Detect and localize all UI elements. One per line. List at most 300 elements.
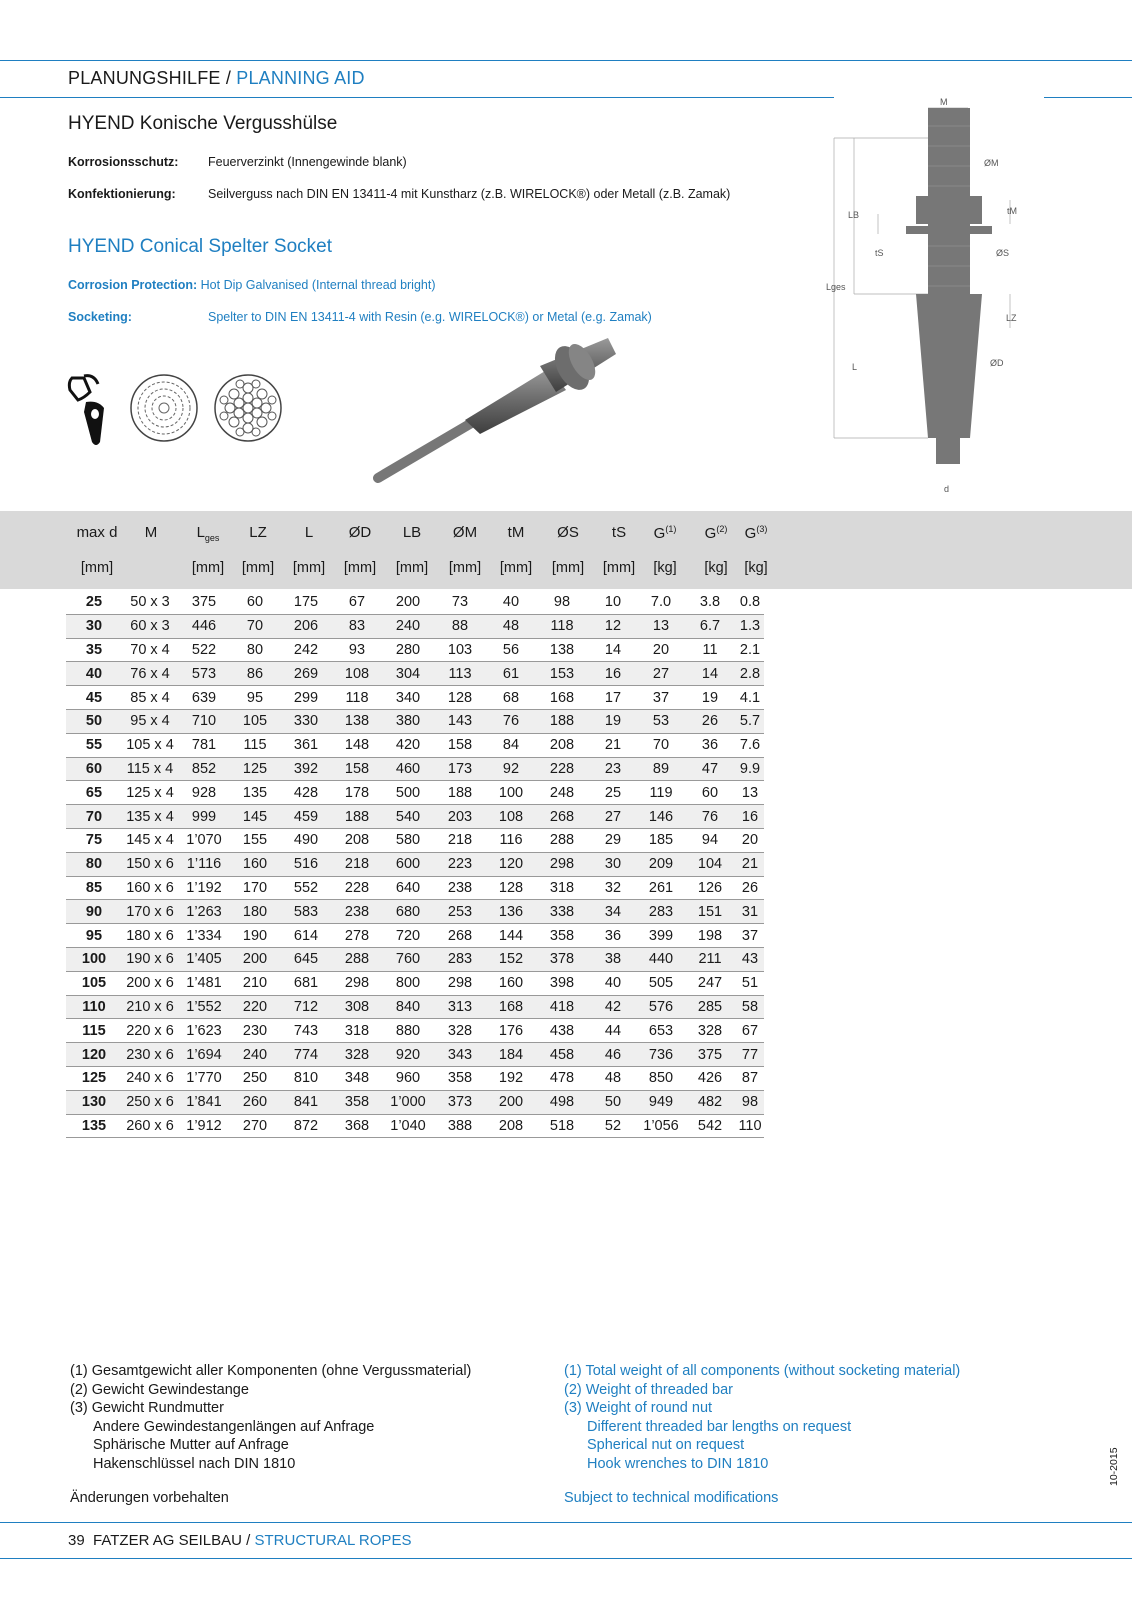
row-max-d: 110 — [66, 995, 122, 1019]
table-cell: 418 — [536, 995, 588, 1019]
header-cell: tM — [507, 524, 525, 541]
table-cell: 760 — [382, 947, 434, 971]
table-cell: 248 — [536, 781, 588, 805]
table-cell: 238 — [434, 876, 486, 900]
top-rule — [0, 60, 1132, 61]
table-cell: 26 — [736, 876, 764, 900]
table-cell: 108 — [332, 662, 382, 686]
row-max-d: 105 — [66, 971, 122, 995]
table-cell: 238 — [332, 900, 382, 924]
table-row — [66, 733, 764, 757]
table-row — [66, 924, 764, 948]
row-max-d: 130 — [66, 1090, 122, 1114]
table-cell: 228 — [332, 876, 382, 900]
table-cell: 247 — [684, 971, 736, 995]
table-cell: 260 x 6 — [122, 1114, 178, 1138]
table-cell: 1’694 — [178, 1043, 230, 1067]
table-cell: 1’841 — [178, 1090, 230, 1114]
table-cell: 25 — [588, 781, 638, 805]
table-cell: 446 — [178, 614, 230, 638]
table-cell: 126 — [684, 876, 736, 900]
table-cell: 250 — [230, 1066, 280, 1090]
table-cell: 774 — [280, 1043, 332, 1067]
table-cell: 1’623 — [178, 1019, 230, 1043]
svg-text:tM: tM — [1007, 206, 1017, 216]
header-title-en: PLANNING AID — [236, 68, 365, 88]
table-row — [66, 781, 764, 805]
header-cell: ØM — [452, 524, 478, 541]
table-cell: 2.8 — [736, 662, 764, 686]
table-cell: 180 — [230, 900, 280, 924]
row-max-d: 135 — [66, 1114, 122, 1138]
table-cell: 500 — [382, 781, 434, 805]
table-row — [66, 805, 764, 829]
table-cell: 459 — [280, 805, 332, 829]
table-cell: 42 — [588, 995, 638, 1019]
table-cell: 850 — [638, 1066, 684, 1090]
table-cell: 67 — [332, 591, 382, 614]
table-cell: 27 — [588, 805, 638, 829]
table-cell: 3.8 — [684, 591, 736, 614]
dimensions-table — [66, 591, 764, 1138]
table-cell: 92 — [486, 757, 536, 781]
table-cell: 168 — [486, 995, 536, 1019]
table-cell: 93 — [332, 638, 382, 662]
table-cell: 115 x 4 — [122, 757, 178, 781]
svg-text:LB: LB — [848, 210, 860, 220]
table-cell: 872 — [280, 1114, 332, 1138]
table-cell: 118 — [536, 614, 588, 638]
table-cell: 458 — [536, 1043, 588, 1067]
spec-row-socketing-de: Konfektionierung: Seilverguss nach DIN EN 13411-4 mit Kunstharz (z.B. WIRELOCK®) oder Metall (z.B. Zamak) — [68, 187, 731, 201]
table-cell: 490 — [280, 828, 332, 852]
table-cell: 138 — [332, 709, 382, 733]
table-cell: 116 — [486, 828, 536, 852]
table-cell: 1’912 — [178, 1114, 230, 1138]
footnotes-de: (1) Gesamtgewicht aller Komponenten (ohne Vergussmaterial) (2) Gewicht Gewindestange (3) Gewicht Rundmutter Andere Gewindestangenlängen auf Anfrage Sphärische Mutter auf Anfrage Hakenschlüssel nach DIN 1810 — [70, 1363, 472, 1472]
table-cell: 653 — [638, 1019, 684, 1043]
table-cell: 505 — [638, 971, 684, 995]
strand-cross-section-icon — [212, 372, 284, 444]
row-max-d: 85 — [66, 876, 122, 900]
table-cell: 388 — [434, 1114, 486, 1138]
table-cell: 298 — [434, 971, 486, 995]
table-cell: 40 — [486, 591, 536, 614]
table-cell: 810 — [280, 1066, 332, 1090]
table-cell: 288 — [536, 828, 588, 852]
table-cell: 573 — [178, 662, 230, 686]
table-cell: 160 x 6 — [122, 876, 178, 900]
header-unit: [mm] — [499, 560, 533, 576]
row-max-d: 65 — [66, 781, 122, 805]
table-cell: 920 — [382, 1043, 434, 1067]
table-row — [66, 1043, 764, 1067]
table-cell: 188 — [434, 781, 486, 805]
table-cell: 105 x 4 — [122, 733, 178, 757]
table-cell: 208 — [332, 828, 382, 852]
footer-rule-top — [0, 1522, 1132, 1523]
table-cell: 240 — [382, 614, 434, 638]
header-cell: L — [304, 524, 314, 541]
table-cell: 198 — [684, 924, 736, 948]
table-cell: 148 — [332, 733, 382, 757]
table-cell: 47 — [684, 757, 736, 781]
table-cell: 192 — [486, 1066, 536, 1090]
table-cell: 206 — [280, 614, 332, 638]
company-name: FATZER AG SEILBAU — [93, 1532, 242, 1549]
table-cell: 1’405 — [178, 947, 230, 971]
table-cell: 200 x 6 — [122, 971, 178, 995]
table-cell: 48 — [588, 1066, 638, 1090]
table-cell: 1’334 — [178, 924, 230, 948]
table-cell: 1’552 — [178, 995, 230, 1019]
svg-text:L: L — [852, 362, 858, 372]
table-cell: 1’000 — [382, 1090, 434, 1114]
table-cell: 110 — [736, 1114, 764, 1138]
table-cell: 60 — [684, 781, 736, 805]
table-cell: 170 x 6 — [122, 900, 178, 924]
table-cell: 253 — [434, 900, 486, 924]
svg-text:Lges: Lges — [826, 282, 846, 292]
table-cell: 83 — [332, 614, 382, 638]
table-cell: 13 — [638, 614, 684, 638]
table-cell: 152 — [486, 947, 536, 971]
row-max-d: 30 — [66, 614, 122, 638]
header-unit: [mm] — [395, 560, 429, 576]
table-cell: 1’056 — [638, 1114, 684, 1138]
table-row — [66, 709, 764, 733]
table-row — [66, 828, 764, 852]
row-max-d: 100 — [66, 947, 122, 971]
table-cell: 135 — [230, 781, 280, 805]
table-cell: 150 x 6 — [122, 852, 178, 876]
table-cell: 1’192 — [178, 876, 230, 900]
table-cell: 1’070 — [178, 828, 230, 852]
page-number: 39 — [68, 1532, 85, 1549]
table-cell: 188 — [332, 805, 382, 829]
header-title-de: PLANUNGSHILFE — [68, 68, 221, 88]
table-cell: 210 x 6 — [122, 995, 178, 1019]
company-tagline: STRUCTURAL ROPES — [254, 1532, 412, 1549]
table-cell: 61 — [486, 662, 536, 686]
table-cell: 146 — [638, 805, 684, 829]
table-cell: 16 — [588, 662, 638, 686]
header-cell: LB — [402, 524, 422, 541]
table-cell: 37 — [638, 686, 684, 710]
table-cell: 328 — [684, 1019, 736, 1043]
table-cell: 478 — [536, 1066, 588, 1090]
table-cell: 712 — [280, 995, 332, 1019]
table-row — [66, 995, 764, 1019]
svg-text:tS: tS — [875, 248, 884, 258]
header-cell: $G^{(3)}$ — [744, 524, 768, 542]
table-cell: 4.1 — [736, 686, 764, 710]
table-row — [66, 1019, 764, 1043]
table-cell: 200 — [382, 591, 434, 614]
table-cell: 37 — [736, 924, 764, 948]
svg-text:d: d — [944, 484, 950, 494]
table-cell: 34 — [588, 900, 638, 924]
table-cell: 176 — [486, 1019, 536, 1043]
table-cell: 328 — [332, 1043, 382, 1067]
table-cell: 375 — [178, 591, 230, 614]
table-cell: 852 — [178, 757, 230, 781]
table-cell: 720 — [382, 924, 434, 948]
table-cell: 136 — [486, 900, 536, 924]
table-cell: 428 — [280, 781, 332, 805]
table-cell: 95 — [230, 686, 280, 710]
row-max-d: 50 — [66, 709, 122, 733]
table-row — [66, 1066, 764, 1090]
table-row — [66, 757, 764, 781]
table-cell: 781 — [178, 733, 230, 757]
header-unit: [mm] — [602, 560, 636, 576]
date-code: 10-2015 — [1108, 1447, 1120, 1486]
header-cell: $G^{(1)}$ — [653, 524, 677, 542]
table-cell: 841 — [280, 1090, 332, 1114]
table-cell: 220 — [230, 995, 280, 1019]
table-cell: 20 — [736, 828, 764, 852]
table-cell: 420 — [382, 733, 434, 757]
svg-text:LZ: LZ — [1006, 313, 1017, 323]
table-cell: 358 — [536, 924, 588, 948]
row-max-d: 45 — [66, 686, 122, 710]
table-cell: 2.1 — [736, 638, 764, 662]
table-cell: 138 — [536, 638, 588, 662]
table-cell: 153 — [536, 662, 588, 686]
table-cell: 98 — [736, 1090, 764, 1114]
table-cell: 5.7 — [736, 709, 764, 733]
row-max-d: 80 — [66, 852, 122, 876]
table-cell: 58 — [736, 995, 764, 1019]
table-cell: 200 — [486, 1090, 536, 1114]
table-cell: 522 — [178, 638, 230, 662]
table-cell: 14 — [684, 662, 736, 686]
table-cell: 268 — [536, 805, 588, 829]
header-unit: [mm] — [448, 560, 482, 576]
table-cell: 880 — [382, 1019, 434, 1043]
table-cell: 77 — [736, 1043, 764, 1067]
table-cell: 175 — [280, 591, 332, 614]
table-cell: 516 — [280, 852, 332, 876]
table-cell: 1.3 — [736, 614, 764, 638]
table-cell: 118 — [332, 686, 382, 710]
table-cell: 32 — [588, 876, 638, 900]
row-max-d: 115 — [66, 1019, 122, 1043]
table-cell: 426 — [684, 1066, 736, 1090]
table-cell: 60 — [230, 591, 280, 614]
table-cell: 108 — [486, 805, 536, 829]
table-cell: 143 — [434, 709, 486, 733]
page-footer: 39 FATZER AG SEILBAU / STRUCTURAL ROPES — [68, 1532, 412, 1549]
header-unit: [mm] — [551, 560, 585, 576]
table-cell: 88 — [434, 614, 486, 638]
table-cell: 48 — [486, 614, 536, 638]
table-cell: 283 — [434, 947, 486, 971]
header-unit: [mm] — [80, 560, 114, 576]
table-cell: 10 — [588, 591, 638, 614]
table-cell: 50 x 3 — [122, 591, 178, 614]
table-cell: 208 — [536, 733, 588, 757]
table-cell: 9.9 — [736, 757, 764, 781]
table-cell: 178 — [332, 781, 382, 805]
table-cell: 12 — [588, 614, 638, 638]
row-max-d: 125 — [66, 1066, 122, 1090]
table-cell: 600 — [382, 852, 434, 876]
table-cell: 190 — [230, 924, 280, 948]
table-cell: 328 — [434, 1019, 486, 1043]
table-cell: 70 — [638, 733, 684, 757]
table-cell: 218 — [434, 828, 486, 852]
table-cell: 278 — [332, 924, 382, 948]
header-cell: M — [144, 524, 158, 541]
header-unit: [mm] — [343, 560, 377, 576]
table-cell: 6.7 — [684, 614, 736, 638]
table-cell: 361 — [280, 733, 332, 757]
table-cell: 576 — [638, 995, 684, 1019]
table-cell: 230 x 6 — [122, 1043, 178, 1067]
table-cell: 269 — [280, 662, 332, 686]
table-cell: 840 — [382, 995, 434, 1019]
table-cell: 540 — [382, 805, 434, 829]
table-cell: 30 — [588, 852, 638, 876]
section-title-en: HYEND Conical Spelter Socket — [68, 236, 332, 257]
table-cell: 53 — [638, 709, 684, 733]
table-cell: 304 — [382, 662, 434, 686]
table-cell: 800 — [382, 971, 434, 995]
table-cell: 36 — [588, 924, 638, 948]
table-cell: 145 — [230, 805, 280, 829]
table-cell: 209 — [638, 852, 684, 876]
table-cell: 16 — [736, 805, 764, 829]
table-cell: 190 x 6 — [122, 947, 178, 971]
header-unit: [mm] — [241, 560, 275, 576]
table-cell: 498 — [536, 1090, 588, 1114]
table-cell: 26 — [684, 709, 736, 733]
table-cell: 308 — [332, 995, 382, 1019]
table-cell: 60 x 3 — [122, 614, 178, 638]
table-cell: 105 — [230, 709, 280, 733]
row-max-d: 55 — [66, 733, 122, 757]
table-cell: 27 — [638, 662, 684, 686]
row-max-d: 40 — [66, 662, 122, 686]
table-cell: 19 — [588, 709, 638, 733]
table-cell: 14 — [588, 638, 638, 662]
table-cell: 482 — [684, 1090, 736, 1114]
table-cell: 120 — [486, 852, 536, 876]
socket-product-image — [370, 330, 640, 490]
header-cell: tS — [611, 524, 627, 541]
table-cell: 378 — [536, 947, 588, 971]
header-unit: [mm] — [292, 560, 326, 576]
table-cell: 135 x 4 — [122, 805, 178, 829]
table-row — [66, 971, 764, 995]
table-cell: 1’263 — [178, 900, 230, 924]
table-cell: 260 — [230, 1090, 280, 1114]
table-cell: 583 — [280, 900, 332, 924]
table-cell: 158 — [332, 757, 382, 781]
table-cell: 76 — [684, 805, 736, 829]
table-cell: 240 — [230, 1043, 280, 1067]
table-cell: 392 — [280, 757, 332, 781]
table-cell: 13 — [736, 781, 764, 805]
table-cell: 87 — [736, 1066, 764, 1090]
svg-text:M: M — [940, 97, 948, 107]
table-row — [66, 662, 764, 686]
table-cell: 203 — [434, 805, 486, 829]
table-cell: 1’770 — [178, 1066, 230, 1090]
header-unit: [mm] — [191, 560, 225, 576]
table-cell: 160 — [230, 852, 280, 876]
header-unit: [kg] — [744, 560, 768, 576]
table-cell: 298 — [332, 971, 382, 995]
table-cell: 999 — [178, 805, 230, 829]
row-max-d: 25 — [66, 591, 122, 614]
table-cell: 580 — [382, 828, 434, 852]
table-cell: 44 — [588, 1019, 638, 1043]
header-cell: $L_{ges}$ — [196, 524, 220, 543]
table-cell: 211 — [684, 947, 736, 971]
table-cell: 125 x 4 — [122, 781, 178, 805]
table-cell: 94 — [684, 828, 736, 852]
table-cell: 518 — [536, 1114, 588, 1138]
row-max-d: 90 — [66, 900, 122, 924]
table-cell: 218 — [332, 852, 382, 876]
table-cell: 185 — [638, 828, 684, 852]
spec-row-corrosion-de: Korrosionsschutz: Feuerverzinkt (Innengewinde blank) — [68, 155, 407, 169]
row-max-d: 95 — [66, 924, 122, 948]
svg-text:ØM: ØM — [984, 158, 999, 168]
table-row — [66, 638, 764, 662]
table-cell: 928 — [178, 781, 230, 805]
table-cell: 743 — [280, 1019, 332, 1043]
table-cell: 144 — [486, 924, 536, 948]
table-cell: 270 — [230, 1114, 280, 1138]
table-row — [66, 686, 764, 710]
table-cell: 158 — [434, 733, 486, 757]
table-cell: 960 — [382, 1066, 434, 1090]
table-cell: 220 x 6 — [122, 1019, 178, 1043]
table-cell: 113 — [434, 662, 486, 686]
header-unit: [kg] — [653, 560, 677, 576]
disclaimer-de: Änderungen vorbehalten — [70, 1490, 229, 1506]
table-cell: 173 — [434, 757, 486, 781]
table-cell: 299 — [280, 686, 332, 710]
table-cell: 283 — [638, 900, 684, 924]
table-cell: 681 — [280, 971, 332, 995]
table-cell: 200 — [230, 947, 280, 971]
table-cell: 375 — [684, 1043, 736, 1067]
table-cell: 614 — [280, 924, 332, 948]
dimension-drawing — [820, 96, 1040, 506]
table-cell: 288 — [332, 947, 382, 971]
table-cell: 348 — [332, 1066, 382, 1090]
spec-row-corrosion-en: Corrosion Protection: Hot Dip Galvanised (Internal thread bright) — [68, 278, 436, 292]
table-row — [66, 900, 764, 924]
footer-rule-bottom — [0, 1558, 1132, 1559]
table-cell: 40 — [588, 971, 638, 995]
table-cell: 640 — [382, 876, 434, 900]
table-cell: 645 — [280, 947, 332, 971]
table-cell: 151 — [684, 900, 736, 924]
row-max-d: 60 — [66, 757, 122, 781]
table-row — [66, 1090, 764, 1114]
table-cell: 242 — [280, 638, 332, 662]
table-cell: 170 — [230, 876, 280, 900]
table-cell: 36 — [684, 733, 736, 757]
table-cell: 736 — [638, 1043, 684, 1067]
table-cell: 318 — [536, 876, 588, 900]
